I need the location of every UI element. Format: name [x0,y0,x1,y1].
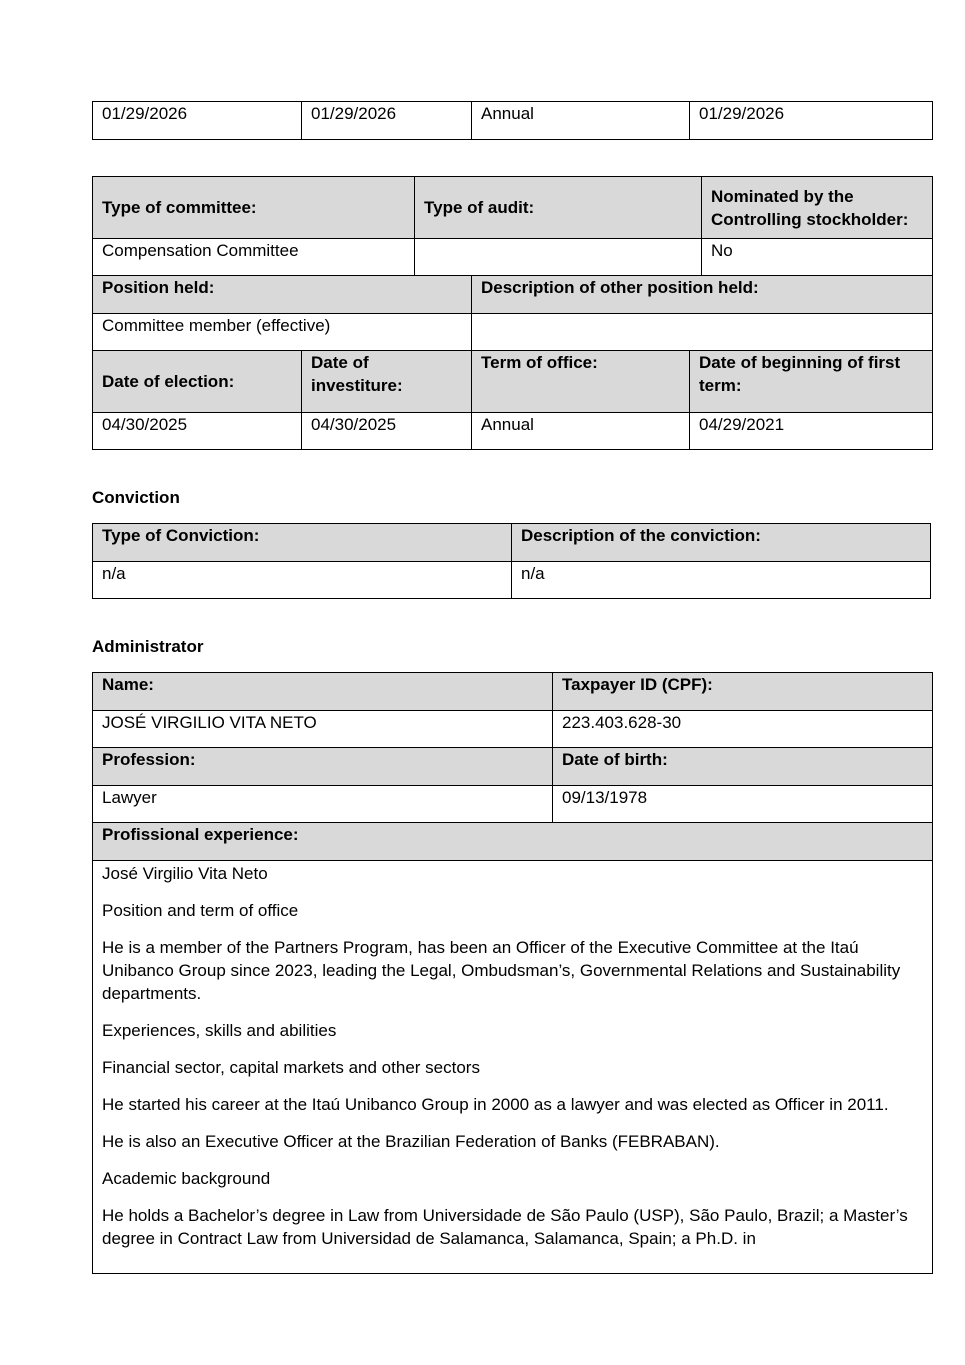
cpf-value: 223.403.628-30 [553,711,933,748]
nominated-label: Nominated by the Controlling stockholder: [702,177,933,239]
experience-paragraph: He is also an Executive Officer at the Brazilian Federation of Banks (FEBRABAN). [102,1132,720,1151]
experience-paragraph: Academic background [102,1169,271,1188]
date-of-investiture-label: Date of investiture: [302,351,472,413]
cpf-label: Taxpayer ID (CPF): [553,673,933,711]
profession-label: Profession: [93,748,553,786]
type-of-committee-value: Compensation Committee [93,239,415,276]
date-of-investiture-value: 04/30/2025 [302,413,472,450]
date-first-term-value: 04/29/2021 [690,413,933,450]
type-of-committee-label: Type of committee: [93,177,415,239]
nominated-value: No [702,239,933,276]
prev-date-of-investiture: 01/29/2026 [302,102,472,140]
experience-paragraph: He started his career at the Itaú Unibanco Group in 2000 as a lawyer and was elected as Officer in 2011. [102,1095,889,1114]
experience-text [93,861,933,1274]
term-of-office-value: Annual [472,413,690,450]
position-held-value: Committee member (effective) [93,314,472,351]
conviction-table [92,523,931,599]
type-of-audit-value [415,239,702,276]
prev-date-first-term: 01/29/2026 [690,102,933,140]
date-of-election-label: Date of election: [93,351,302,413]
conviction-description-value: n/a [512,562,931,599]
date-first-term-label: Date of beginning of first term: [690,351,933,413]
conviction-heading: Conviction [92,488,180,507]
experience-paragraph: He holds a Bachelor’s degree in Law from Universidade de São Paulo (USP), São Paulo, Brazil; a Master’s degree in Contract Law from Universidad de Salamanca, Salamanca, Spain; a Ph.D. in [102,1206,908,1248]
term-of-office-label: Term of office: [472,351,690,413]
experience-paragraph: José Virgilio Vita Neto [102,864,268,883]
position-held-label: Position held: [93,276,472,314]
date-of-election-value: 04/30/2025 [93,413,302,450]
conviction-type-value: n/a [93,562,512,599]
profession-value: Lawyer [93,786,553,823]
prev-term-of-office: Annual [472,102,690,140]
experience-paragraph: He is a member of the Partners Program, has been an Officer of the Executive Committee at the Itaú Unibanco Group since 2023, leading the Legal, Ombudsman’s, Governmental Relations and Sustainability departments. [102,938,901,1003]
experience-paragraph: Experiences, skills and abilities [102,1021,337,1040]
name-label: Name: [93,673,553,711]
other-position-value [472,314,933,351]
dob-label: Date of birth: [553,748,933,786]
name-value: JOSÉ VIRGILIO VITA NETO [93,711,553,748]
experience-label: Profissional experience: [93,823,933,861]
committee-table [92,176,933,450]
experience-paragraph: Financial sector, capital markets and other sectors [102,1058,480,1077]
prev-date-of-election: 01/29/2026 [93,102,302,140]
term-dates-table-continued [92,101,933,140]
conviction-type-label: Type of Conviction: [93,524,512,562]
experience-paragraph: Position and term of office [102,901,299,920]
administrator-table [92,672,933,1274]
type-of-audit-label: Type of audit: [415,177,702,239]
dob-value: 09/13/1978 [553,786,933,823]
other-position-label: Description of other position held: [472,276,933,314]
administrator-heading: Administrator [92,637,204,656]
conviction-description-label: Description of the conviction: [512,524,931,562]
